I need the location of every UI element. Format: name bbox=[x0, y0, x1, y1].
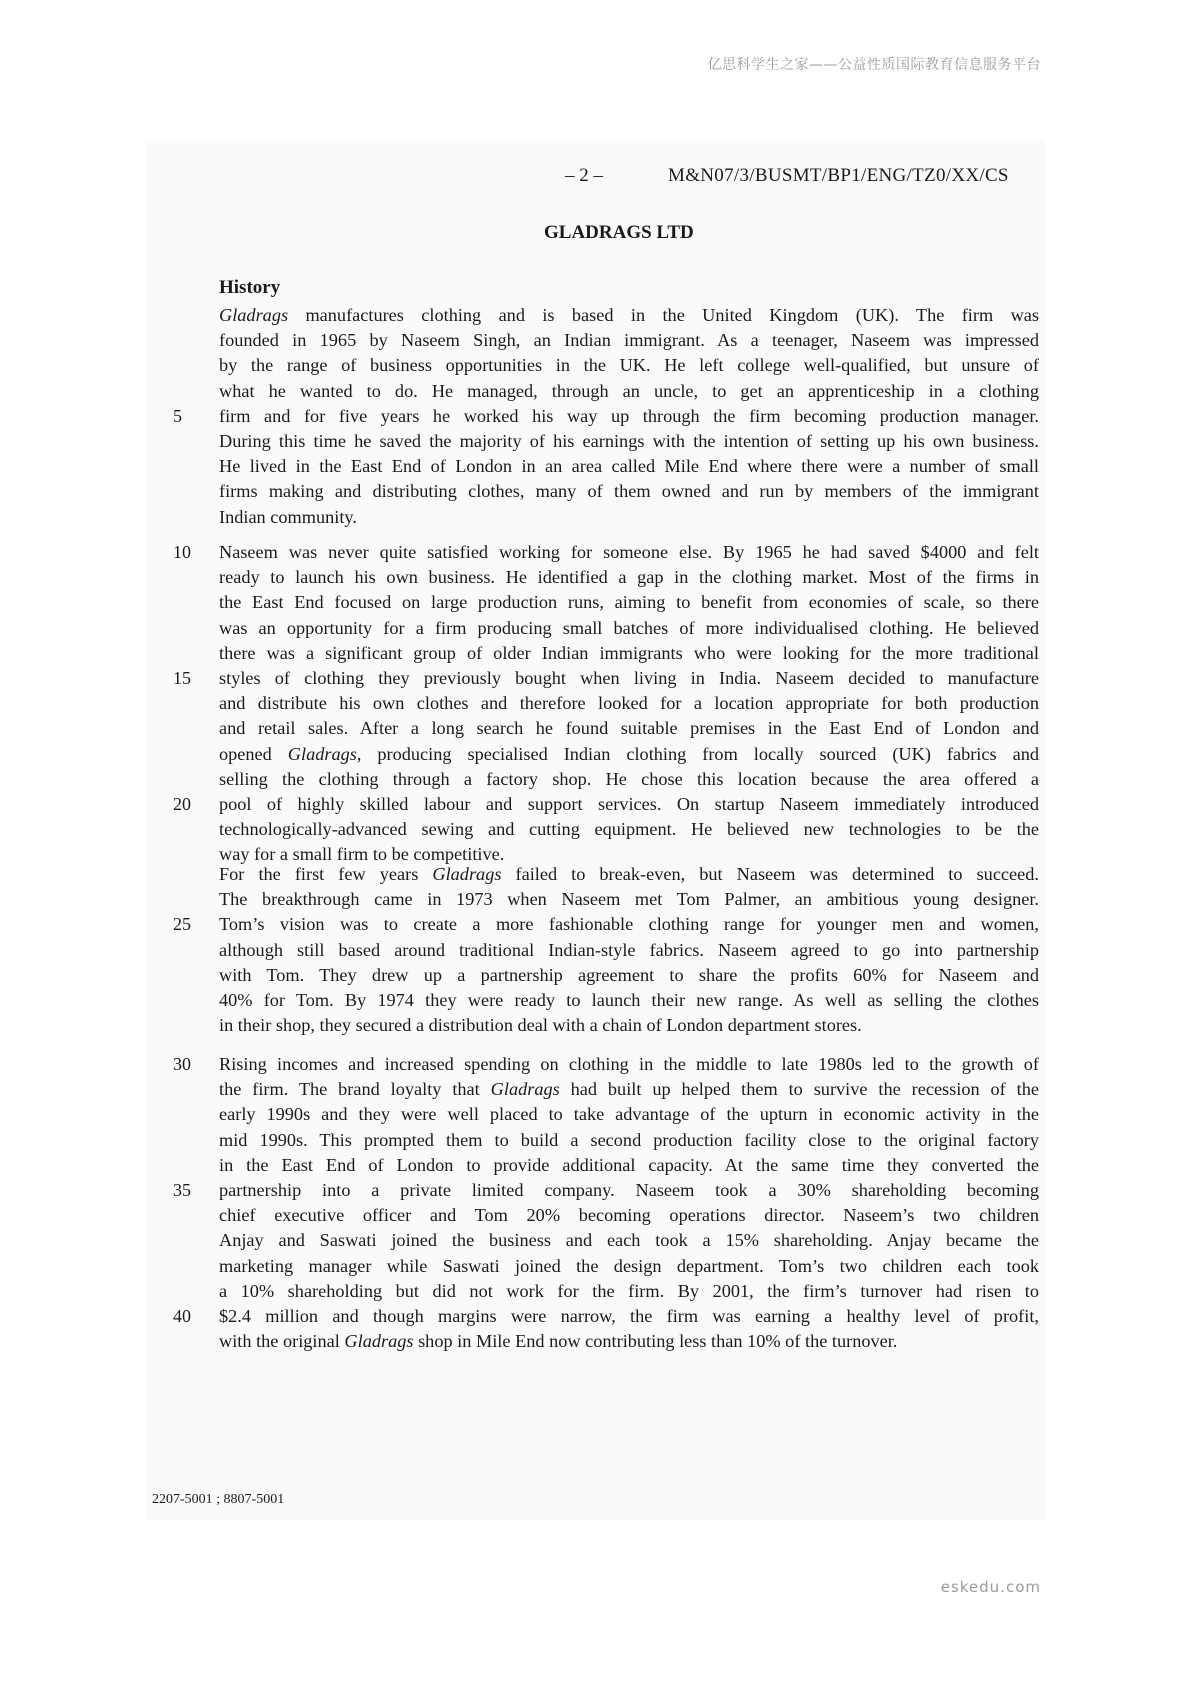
paragraph-line: partnership into a private limited company. Naseem took a 30% shareholding becoming 35 bbox=[219, 1178, 1039, 1203]
paragraph-2 bbox=[173, 540, 1039, 868]
line-number: 40 bbox=[173, 1306, 191, 1327]
paragraph-line: in the East End of London to provide additional capacity. At the same time they converted the bbox=[219, 1154, 1039, 1175]
paragraph-line: chief executive officer and Tom 20% becoming operations director. Naseem’s two children bbox=[219, 1205, 1039, 1226]
line-number: 25 bbox=[173, 914, 191, 935]
paragraph-line: there was a significant group of older Indian immigrants who were looking for the more traditional bbox=[219, 642, 1039, 663]
paragraph-line: the firm. The brand loyalty that Gladrags had built up helped them to survive the recession of the bbox=[219, 1079, 1039, 1100]
paragraph-line: Tom’s vision was to create a more fashionable clothing range for younger men and women, 25 bbox=[219, 912, 1039, 937]
paragraph-line: firm and for five years he worked his way up through the firm becoming production manager. 5 bbox=[219, 404, 1039, 429]
line-number: 10 bbox=[173, 542, 191, 562]
paragraph-line: with the original Gladrags shop in Mile End now contributing less than 10% of the turnover. bbox=[219, 1331, 898, 1352]
paragraph-line: selling the clothing through a factory shop. He chose this location because the area offered a bbox=[219, 768, 1039, 789]
paragraph-1 bbox=[173, 303, 1039, 530]
paragraph-line: ready to launch his own business. He identified a gap in the clothing market. Most of the firms in bbox=[219, 567, 1039, 588]
paragraph-line: and distribute his own clothes and therefore looked for a location appropriate for both production bbox=[219, 693, 1039, 714]
paragraph-line: a 10% shareholding but did not work for the firm. By 2001, the firm’s turnover had risen to bbox=[219, 1280, 1039, 1301]
paragraph-4 bbox=[173, 1052, 1039, 1354]
document-title-text: GLADRAGS LTD bbox=[544, 222, 694, 243]
line-number: 15 bbox=[173, 668, 191, 689]
paragraph-line: For the first few years Gladrags failed to break-even, but Naseem was determined to succeed. bbox=[219, 864, 1039, 884]
paragraph-line: marketing manager while Saswati joined the design department. Tom’s two children each took bbox=[219, 1255, 1039, 1276]
paragraph-line: Rising incomes and increased spending on clothing in the middle to late 1980s led to the growth of 30 bbox=[219, 1052, 1039, 1077]
paragraph-line: early 1990s and they were well placed to take advantage of the upturn in economic activity in the bbox=[219, 1104, 1039, 1125]
paragraph-line: technologically-advanced sewing and cutting equipment. He believed new technologies to be the bbox=[219, 819, 1039, 840]
paragraph-line: was an opportunity for a firm producing small batches of more individualised clothing. He believed bbox=[219, 617, 1039, 638]
paragraph-line: by the range of business opportunities in the UK. He left college well-qualified, but unsure of bbox=[219, 355, 1039, 376]
line-number: 20 bbox=[173, 794, 191, 815]
page-number: – 2 – bbox=[565, 165, 603, 186]
section-heading-history: History bbox=[219, 277, 281, 298]
paragraph-line: 40% for Tom. By 1974 they were ready to launch their new range. As well as selling the clothes bbox=[219, 990, 1039, 1011]
site-watermark-top: 亿思科学生之家——公益性质国际教育信息服务平台 bbox=[707, 57, 1041, 73]
paragraph-line: pool of highly skilled labour and support services. On startup Naseem immediately introduced 20 bbox=[219, 792, 1039, 817]
paragraph-line: Indian community. bbox=[219, 506, 357, 527]
paragraph-line: the East End focused on large production runs, aiming to benefit from economies of scale, so there bbox=[219, 592, 1039, 613]
paragraph-line: During this time he saved the majority of his earnings with the intention of setting up his own business. bbox=[219, 431, 1039, 452]
paragraph-3 bbox=[173, 862, 1039, 1038]
paragraph-line: founded in 1965 by Naseem Singh, an Indian immigrant. As a teenager, Naseem was impressed bbox=[219, 330, 1039, 351]
paragraph-line: He lived in the East End of London in an area called Mile End where there were a number of small bbox=[219, 456, 1039, 477]
line-number: 30 bbox=[173, 1054, 191, 1074]
paragraph-line: way for a small firm to be competitive. bbox=[219, 844, 505, 865]
paragraph-line: with Tom. They drew up a partnership agreement to share the profits 60% for Naseem and bbox=[219, 964, 1039, 985]
paragraph-line: opened Gladrags, producing specialised Indian clothing from locally sourced (UK) fabrics and bbox=[219, 743, 1039, 764]
paragraph-line: The breakthrough came in 1973 when Naseem met Tom Palmer, an ambitious young designer. bbox=[219, 889, 1039, 910]
line-number: 35 bbox=[173, 1180, 191, 1201]
site-watermark-bottom: eskedu.com bbox=[940, 1578, 1041, 1596]
document-code: M&N07/3/BUSMT/BP1/ENG/TZ0/XX/CS bbox=[668, 165, 1009, 186]
paragraph-line: $2.4 million and though margins were narrow, the firm was earning a healthy level of profit, 40 bbox=[219, 1304, 1039, 1329]
paragraph-line: and retail sales. After a long search he found suitable premises in the East End of London and bbox=[219, 718, 1039, 739]
paragraph-line: although still based around traditional Indian-style fabrics. Naseem agreed to go into partnership bbox=[219, 939, 1039, 960]
paragraph-line: firms making and distributing clothes, many of them owned and run by members of the immigrant bbox=[219, 481, 1039, 502]
paragraph-line: Naseem was never quite satisfied working for someone else. By 1965 he had saved $4000 and felt 10 bbox=[219, 540, 1039, 565]
footer-code: 2207-5001 ; 8807-5001 bbox=[152, 1492, 285, 1507]
line-number: 5 bbox=[173, 405, 182, 426]
paragraph-line: styles of clothing they previously bought when living in India. Naseem decided to manufacture 15 bbox=[219, 666, 1039, 691]
paragraph-line: Anjay and Saswati joined the business and each took a 15% shareholding. Anjay became the bbox=[219, 1230, 1039, 1251]
paragraph-line: mid 1990s. This prompted them to build a second production facility close to the original factory bbox=[219, 1129, 1039, 1150]
paragraph-line: Gladrags manufactures clothing and is based in the United Kingdom (UK). The firm was bbox=[219, 305, 1039, 325]
paragraph-line: what he wanted to do. He managed, through an uncle, to get an apprenticeship in a clothing bbox=[219, 380, 1039, 401]
paragraph-line: in their shop, they secured a distribution deal with a chain of London department stores. bbox=[219, 1015, 862, 1036]
